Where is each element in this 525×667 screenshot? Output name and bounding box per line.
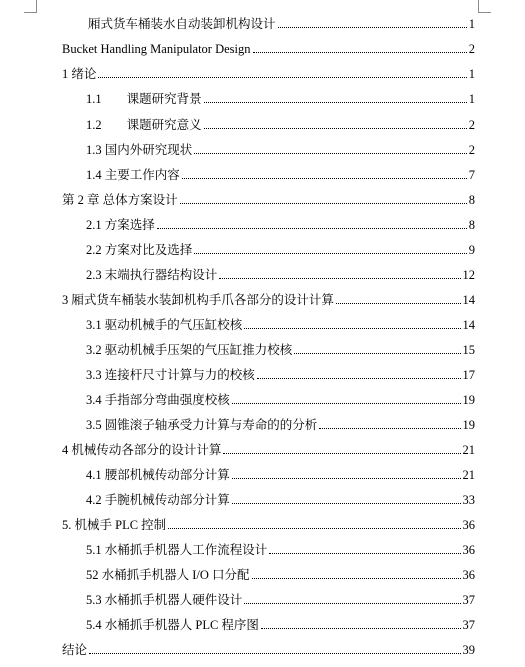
toc-entry-1-2[interactable] (86, 116, 475, 132)
toc-entry-4-1[interactable] (86, 466, 475, 482)
dot-leader (180, 203, 467, 204)
dot-leader (223, 453, 460, 454)
dot-leader (204, 102, 467, 103)
toc-entry-label: 1.3 国内外研究现状 (86, 143, 193, 157)
dot-leader (168, 528, 460, 529)
toc-entry-3-3[interactable] (86, 366, 475, 382)
dot-leader (261, 628, 461, 629)
toc-entry-1-4[interactable] (86, 166, 475, 182)
dot-leader (269, 553, 460, 554)
dot-leader (232, 478, 461, 479)
toc-entry-label: 第 2 章 总体方案设计 (62, 193, 178, 207)
toc-entry-label: 结论 (62, 643, 88, 657)
dot-leader (294, 353, 460, 354)
toc-entry-4-2[interactable] (86, 491, 475, 507)
toc-entry-page: 14 (462, 293, 475, 307)
toc-entry-page: 36 (462, 568, 475, 582)
toc-entry-page: 19 (462, 393, 475, 407)
toc-entry-page: 8 (468, 218, 475, 232)
toc-entry-page: 14 (462, 318, 475, 332)
dot-leader (204, 128, 467, 129)
dot-leader (253, 52, 467, 53)
toc-entry-page: 1 (468, 92, 475, 106)
toc-entry-3-5[interactable] (86, 416, 475, 432)
toc-entry-label: 3.4 手指部分弯曲强度校核 (86, 393, 230, 407)
toc-entry-label: 1.4 主要工作内容 (86, 168, 180, 182)
dot-leader (182, 178, 467, 179)
dot-leader (336, 303, 461, 304)
toc-entry-2-3[interactable] (86, 266, 475, 282)
toc-entry-label: 2.3 末端执行器结构设计 (86, 268, 218, 282)
dot-leader (319, 428, 460, 429)
toc-entry-label: Bucket Handling Manipulator Design (62, 42, 251, 56)
toc-entry-3-1[interactable] (86, 316, 475, 332)
toc-entry-page: 2 (468, 118, 475, 132)
toc-entry-english-title[interactable] (62, 40, 475, 56)
toc-entry-label: 4.1 腰部机械传动部分计算 (86, 468, 230, 482)
toc-entry-page: 37 (462, 618, 475, 632)
toc-entry-label: 2.2 方案对比及选择 (86, 243, 193, 257)
toc-entry-title[interactable] (88, 15, 475, 31)
toc-entry-page: 39 (462, 643, 475, 657)
toc-entry-label: 3 厢式货车桶装水装卸机构手爪各部分的设计计算 (62, 293, 334, 307)
toc-entry-label: 1.2 课题研究意义 (86, 118, 202, 132)
toc-entry-label: 1 绪论 (62, 67, 97, 81)
toc-entry-label: 1.1 课题研究背景 (86, 92, 202, 106)
toc-entry-2-1[interactable] (86, 216, 475, 232)
toc-entry-5-3[interactable] (86, 591, 475, 607)
toc-entry-page: 21 (462, 468, 475, 482)
toc-entry-label: 3.2 驱动机械手压架的气压缸推力校核 (86, 343, 293, 357)
toc-entry-chapter-4[interactable] (62, 441, 475, 457)
toc-entry-page: 21 (462, 443, 475, 457)
toc-entry-label: 2.1 方案选择 (86, 218, 155, 232)
toc-entry-5-1[interactable] (86, 541, 475, 557)
toc-entry-page: 19 (462, 418, 475, 432)
toc-entry-page: 36 (462, 543, 475, 557)
toc-entry-label: 5.1 水桶抓手机器人工作流程设计 (86, 543, 268, 557)
toc-entry-chapter-2[interactable] (62, 191, 475, 207)
dot-leader (219, 278, 460, 279)
toc-entry-2-2[interactable] (86, 241, 475, 257)
toc-entry-1-1[interactable] (86, 90, 475, 106)
toc-entry-label: 5. 机械手 PLC 控制 (62, 518, 167, 532)
dot-leader (232, 503, 461, 504)
dot-leader (244, 328, 460, 329)
toc-entry-page: 36 (462, 518, 475, 532)
toc-entry-page: 12 (462, 268, 475, 282)
toc-entry-page: 8 (468, 193, 475, 207)
toc-entry-5-4[interactable] (86, 616, 475, 632)
toc-entry-label: 52 水桶抓手机器人 I/O 口分配 (86, 568, 250, 582)
toc-entry-3-2[interactable] (86, 341, 475, 357)
toc-entry-page: 15 (462, 343, 475, 357)
dot-leader (278, 27, 467, 28)
toc-entry-label: 3.5 圆锥滚子轴承受力计算与寿命的的分析 (86, 418, 318, 432)
toc-entry-page: 7 (468, 168, 475, 182)
toc-entry-page: 2 (468, 143, 475, 157)
toc-entry-label: 5.3 水桶抓手机器人硬件设计 (86, 593, 243, 607)
toc-entry-label: 5.4 水桶抓手机器人 PLC 程序图 (86, 618, 259, 632)
toc-entry-label: 4.2 手腕机械传动部分计算 (86, 493, 230, 507)
dot-leader (98, 77, 466, 78)
toc-entry-5-2[interactable] (86, 566, 475, 582)
toc-entry-label: 厢式货车桶装水自动装卸机构设计 (88, 17, 276, 31)
toc-entry-page: 1 (468, 17, 475, 31)
toc-entry-chapter-3[interactable] (62, 291, 475, 307)
toc-entry-chapter-1[interactable] (62, 65, 475, 81)
toc-entry-label: 3.3 连接杆尺寸计算与力的校核 (86, 368, 255, 382)
dot-leader (89, 653, 460, 654)
dot-leader (194, 253, 466, 254)
toc-entry-conclusion[interactable] (62, 641, 475, 657)
toc-entry-page: 33 (462, 493, 475, 507)
dot-leader (257, 378, 461, 379)
dot-leader (244, 603, 460, 604)
dot-leader (157, 228, 467, 229)
toc-entry-label: 4 机械传动各部分的设计计算 (62, 443, 222, 457)
toc-entry-3-4[interactable] (86, 391, 475, 407)
dot-leader (232, 403, 461, 404)
toc-entry-page: 1 (468, 67, 475, 81)
toc-entry-page: 17 (462, 368, 475, 382)
dot-leader (252, 578, 461, 579)
toc-entry-page: 9 (468, 243, 475, 257)
toc-entry-page: 2 (468, 42, 475, 56)
dot-leader (194, 153, 466, 154)
toc-entry-chapter-5[interactable] (62, 516, 475, 532)
toc-entry-label: 3.1 驱动机械手的气压缸校核 (86, 318, 243, 332)
toc-entry-1-3[interactable] (86, 141, 475, 157)
toc-entry-page: 37 (462, 593, 475, 607)
